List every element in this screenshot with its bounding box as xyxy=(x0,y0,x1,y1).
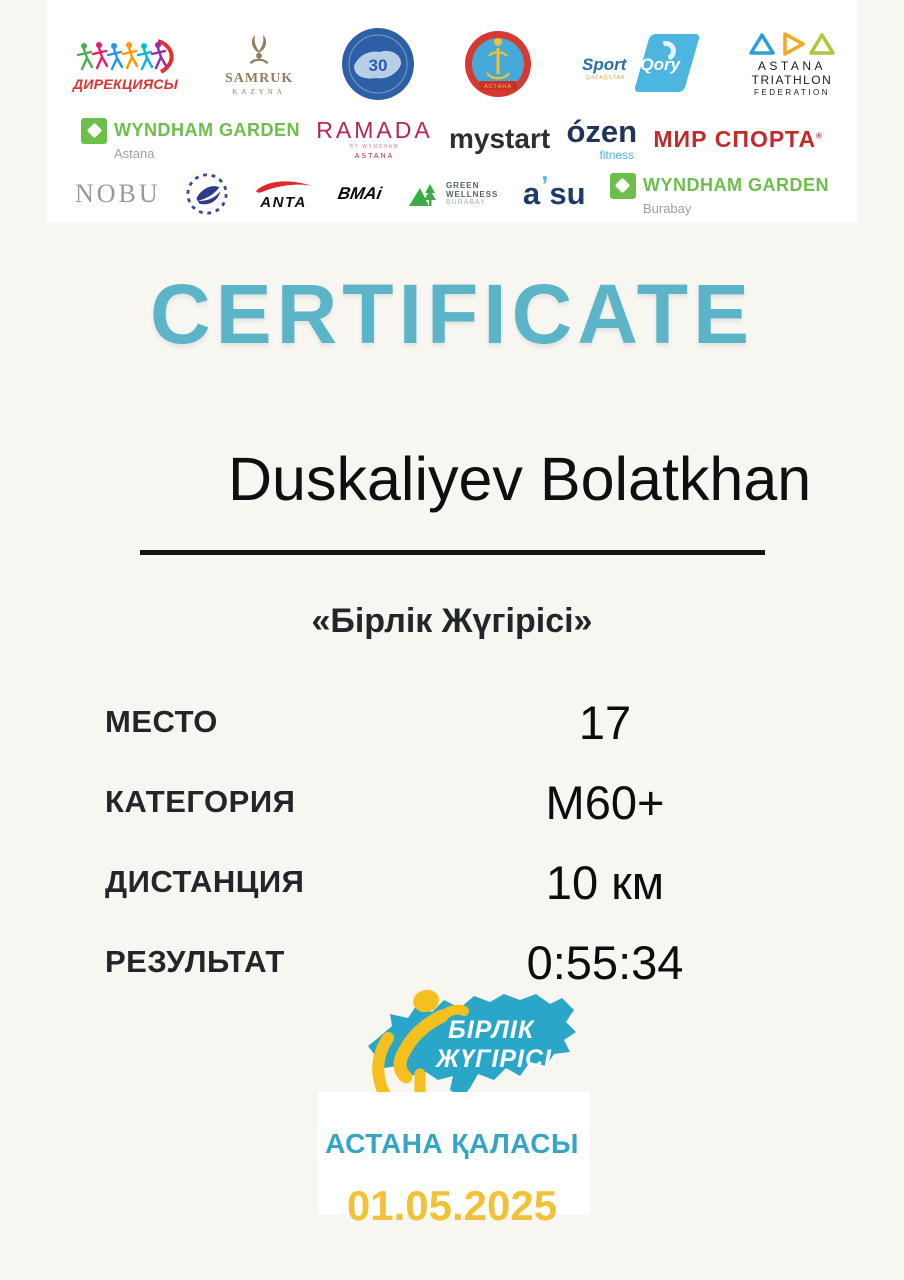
field-label-result: РЕЗУЛЬТАТ xyxy=(105,944,285,979)
svg-text:30: 30 xyxy=(368,56,388,75)
astana-coat-of-arms-icon xyxy=(463,29,533,99)
sponsor-logo-astana-triathlon xyxy=(749,31,835,98)
sponsor-logo-samruk-kazyna xyxy=(225,32,293,96)
field-row-distance xyxy=(105,842,805,922)
event-logo-text-line2: ЖҮГІРІСІ xyxy=(436,1045,552,1073)
green-wellness-icon xyxy=(406,179,440,209)
anniversary-30-icon xyxy=(340,26,416,102)
nobu-brand: NOBU xyxy=(75,179,161,209)
anta-swoosh-icon xyxy=(254,178,314,194)
sponsor-logo-sport-qory xyxy=(580,31,702,97)
anta-brand: ANTA xyxy=(260,193,307,211)
field-row-place xyxy=(105,682,805,762)
asu-brand: a ʼ su xyxy=(522,169,586,211)
samruk-bird-icon xyxy=(241,32,277,70)
sport-qory-sub: QAZAQSTAN xyxy=(586,75,626,81)
field-value-place: 17 xyxy=(578,695,632,749)
green-wellness-line3: BURABAY xyxy=(445,199,486,207)
footer-date: 01.05.2025 xyxy=(346,1182,558,1229)
field-label-category: КАТЕГОРИЯ xyxy=(105,784,296,819)
svg-text:АСТАНА: АСТАНА xyxy=(484,84,513,90)
field-label-place: МЕСТО xyxy=(105,704,218,739)
field-value-category: M60+ xyxy=(545,775,665,829)
sponsor-logo-direkciyasy xyxy=(73,36,178,92)
ramada-brand: RAMADA xyxy=(316,117,433,144)
kazyna-label: KAZYNA xyxy=(232,87,286,96)
ramada-sub2: ASTANA xyxy=(354,152,395,160)
ozen-sub: fitness xyxy=(599,147,635,162)
sponsor-band xyxy=(47,0,857,222)
triathlon-line3: FEDERATION xyxy=(754,87,830,97)
wyndham-diamond-icon xyxy=(81,118,107,144)
certificate-title: CERTIFICATE xyxy=(149,267,755,361)
field-value-distance: 10 км xyxy=(545,855,665,909)
name-underline xyxy=(140,550,765,555)
wyndham-astana-brand: WYNDHAM GARDEN xyxy=(114,120,300,141)
direkciyasy-label: ДИРЕКЦИЯСЫ xyxy=(73,76,179,93)
sponsor-logo-asu xyxy=(522,169,586,211)
field-label-distance: ДИСТАНЦИЯ xyxy=(105,864,305,899)
triathlon-line1: ASTANA xyxy=(757,58,827,73)
event-logo-text-line1: БІРЛІК xyxy=(448,1016,535,1044)
wyndham-burabay-location: Burabay xyxy=(642,200,692,216)
sponsor-row-1 xyxy=(47,20,857,108)
sponsor-logo-ozen xyxy=(566,116,637,161)
sponsor-row-2 xyxy=(47,110,857,168)
samruk-label: SAMRUK xyxy=(225,70,294,86)
mystart-brand: mystart xyxy=(449,123,551,155)
ozen-brand: ózen xyxy=(566,114,638,150)
field-row-category xyxy=(105,762,805,842)
sponsor-logo-anta xyxy=(254,178,314,211)
sponsor-logo-ramada xyxy=(316,118,432,160)
event-name: «Бірлік Жүгірісі» xyxy=(311,602,593,640)
sponsor-logo-30-anniversary xyxy=(340,26,416,102)
registered-mark: ® xyxy=(816,131,823,141)
sponsor-logo-mystart xyxy=(449,124,550,153)
mir-sporta-brand: МИР СПОРТА® xyxy=(653,125,823,152)
field-value-result: 0:55:34 xyxy=(526,935,684,989)
sponsor-logo-wyndham-astana xyxy=(81,118,300,161)
sponsor-logo-joma xyxy=(185,172,229,216)
ramada-sub1: BY WYNDHAM xyxy=(349,144,400,151)
bmai-brand: BMAi xyxy=(336,184,384,204)
recipient-name: Duskaliyev Bolatkhan xyxy=(228,445,812,513)
sponsor-logo-nobu xyxy=(75,180,161,207)
triathlon-triangles-icon xyxy=(749,31,835,57)
green-wellness-line2: WELLNESS xyxy=(445,189,499,199)
sport-qory-word1: Sport xyxy=(582,55,627,74)
joma-icon xyxy=(185,172,229,216)
wyndham-diamond-icon xyxy=(610,173,636,199)
wyndham-burabay-brand: WYNDHAM GARDEN xyxy=(642,175,829,196)
sponsor-logo-astana-emblem xyxy=(463,29,533,99)
sponsor-logo-green-wellness xyxy=(406,179,498,209)
sport-qory-word2: Qory xyxy=(640,55,681,74)
sponsor-logo-mir-sporta xyxy=(653,127,823,151)
wyndham-astana-location: Astana xyxy=(114,145,155,161)
footer-city: АСТАНА ҚАЛАСЫ xyxy=(325,1128,579,1159)
sponsor-row-3 xyxy=(47,170,857,218)
sponsor-logo-wyndham-burabay xyxy=(610,173,829,216)
asu-apostrophe: ʼ xyxy=(541,169,549,200)
result-fields xyxy=(105,682,805,1002)
green-wellness-line1: GREEN xyxy=(445,180,480,190)
triathlon-line2: TRIATHLON xyxy=(751,73,833,88)
sponsor-logo-bmai xyxy=(336,184,384,204)
running-people-icon xyxy=(74,36,178,76)
